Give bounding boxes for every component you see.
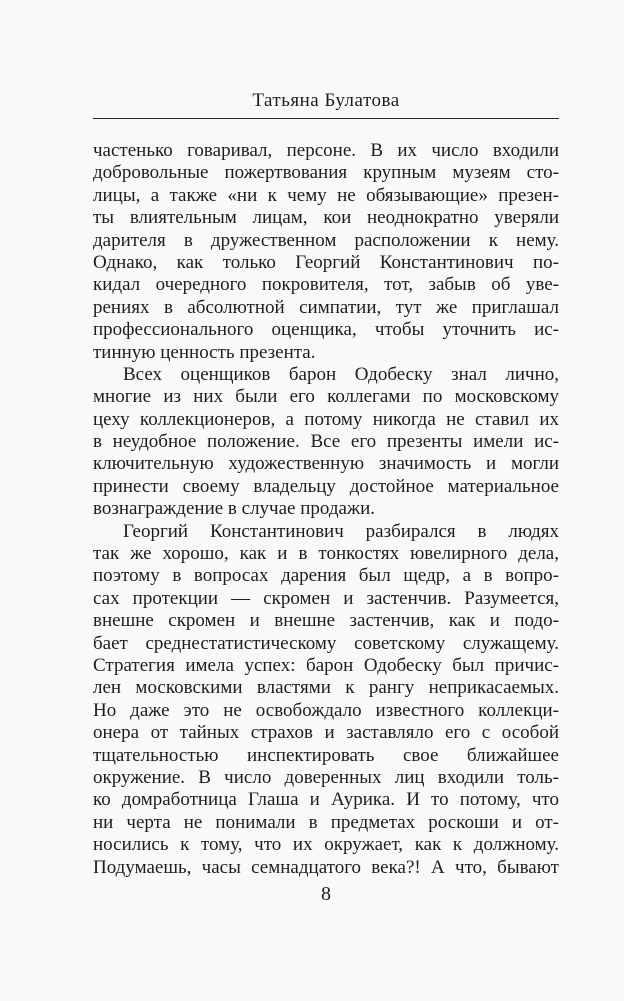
text-line: сах протекции — скромен и застенчив. Разумеется,	[93, 587, 559, 609]
text-line: Однако, как только Георгий Константинович по-	[93, 251, 559, 273]
text-line: тинную ценность презента.	[93, 341, 316, 363]
text-line: кидал очередного покровителя, тот, забыв об уве-	[93, 274, 559, 296]
text-line: Но даже это не освобождало известного коллекци-	[93, 699, 559, 721]
text-line: ты влиятельным лицам, кои неоднократно уверяли	[93, 207, 559, 229]
text-line: профессионального оценщика, чтобы уточнить ис-	[93, 319, 559, 341]
text-line: внешне скромен и внешне застенчив, как и подо-	[93, 610, 559, 632]
text-column	[93, 0, 559, 906]
text-line: ни черта не понимали в предметах роскоши и от-	[93, 811, 559, 833]
page-number: 8	[321, 882, 331, 905]
text-line: в неудобное положение. Все его презенты имели ис-	[93, 431, 559, 453]
text-line: Стратегия имела успех: барон Одобеску был причис-	[93, 654, 559, 676]
running-header-author: Татьяна Булатова	[252, 90, 400, 111]
text-line: бает среднестатистическому советскому служащему.	[93, 632, 559, 654]
text-line: принести своему владельцу достойное материальное	[93, 475, 559, 497]
text-line: лицы, а также «ни к чему не обязывающие» презен-	[93, 184, 559, 206]
text-line: Георгий Константинович разбирался в людях	[123, 520, 559, 542]
text-line: окружение. В число доверенных лиц входили толь-	[93, 766, 559, 788]
body-text	[93, 140, 559, 879]
text-line: частенько говаривал, персоне. В их число входили	[93, 140, 559, 161]
text-line: так же хорошо, как и в тонкостях ювелирного дела,	[93, 543, 559, 565]
text-line: дарителя в дружественном расположении к нему.	[93, 229, 559, 251]
text-line: лен московскими властями к рангу неприкасаемых.	[93, 677, 559, 699]
text-line: поэтому в вопросах дарения был щедр, а в вопро-	[93, 565, 559, 587]
text-line: онера от тайных страхов и заставляло его с особой	[93, 722, 559, 744]
text-line: многие из них были его коллегами по московскому	[93, 386, 559, 408]
header-rule	[93, 118, 559, 119]
text-line: добровольные пожертвования крупным музеям сто-	[93, 162, 559, 184]
text-line: Всех оценщиков барон Одобеску знал лично,	[123, 363, 559, 385]
text-line: тщательностью инспектировать свое ближайшее	[93, 744, 559, 766]
text-line: ключительную художественную значимость и могли	[93, 453, 559, 475]
text-line: вознаграждение в случае продажи.	[93, 498, 375, 520]
text-line: носились к тому, что их окружает, как к должному.	[93, 834, 559, 856]
text-line: Подумаешь, часы семнадцатого века?! А что, бывают	[93, 856, 559, 878]
text-line: ко домработница Глаша и Аурика. И то потому, что	[93, 789, 559, 811]
text-line: цеху коллекционеров, а потому никогда не ставил их	[93, 408, 559, 430]
text-line: рениях в абсолютной симпатии, тут же приглашал	[93, 296, 559, 318]
